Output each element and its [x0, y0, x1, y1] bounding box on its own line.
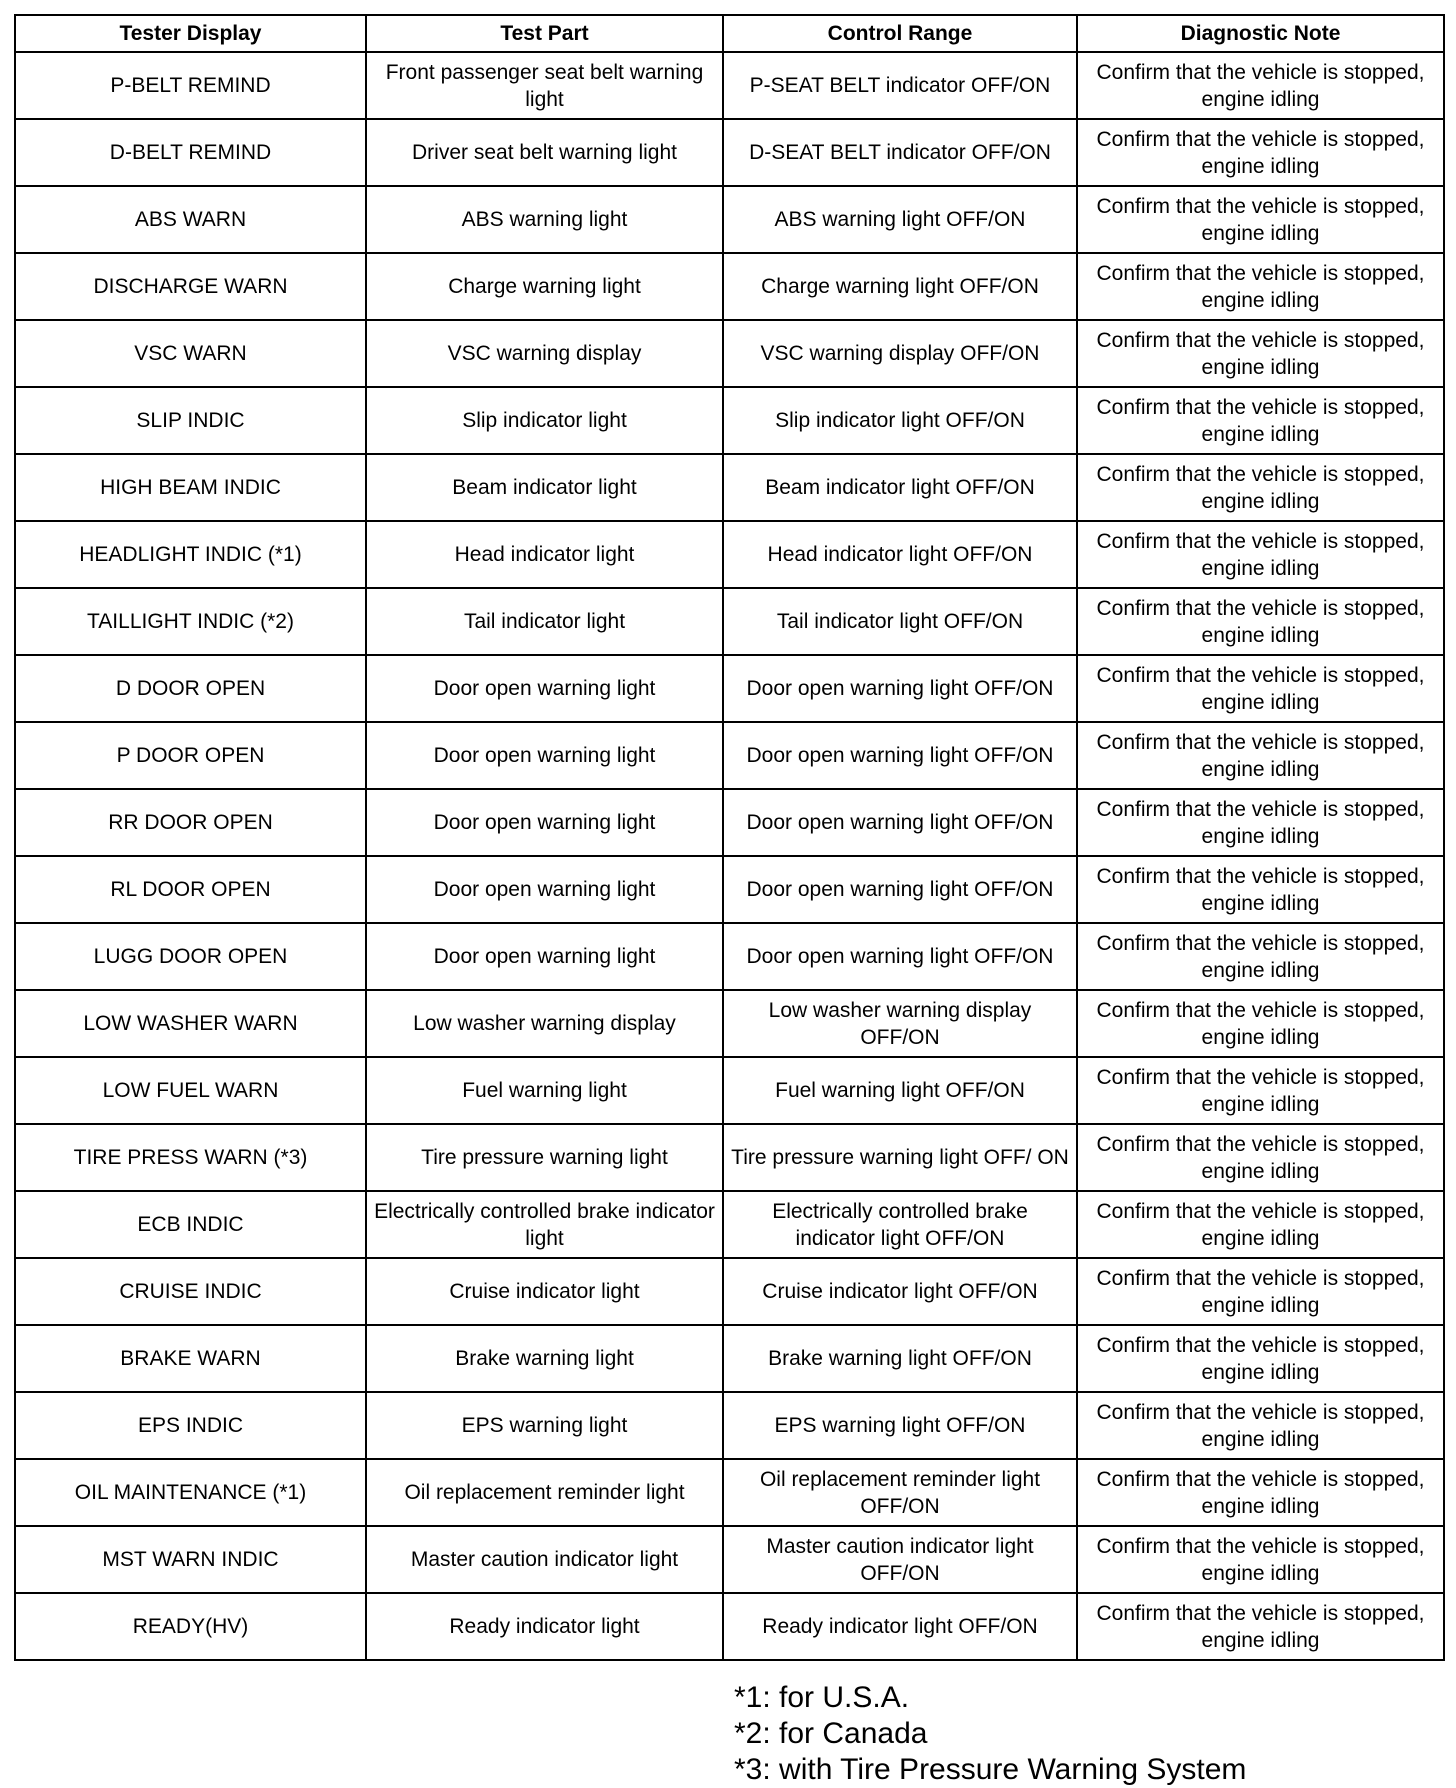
- table-row: [15, 789, 1444, 856]
- cell-control-range: Master caution indicator light OFF/ON: [723, 1526, 1077, 1593]
- cell-control-range: Tail indicator light OFF/ON: [723, 588, 1077, 655]
- cell-test-part: Door open warning light: [366, 856, 723, 923]
- table-row: [15, 923, 1444, 990]
- cell-control-range: ABS warning light OFF/ON: [723, 186, 1077, 253]
- table-row: [15, 1258, 1444, 1325]
- cell-diagnostic-note: Confirm that the vehicle is stopped, engine idling: [1077, 521, 1444, 588]
- table-row: [15, 1459, 1444, 1526]
- table-row: [15, 1325, 1444, 1392]
- footnote-2: *2: for Canada: [734, 1717, 928, 1750]
- cell-tester-display: D-BELT REMIND: [15, 119, 366, 186]
- cell-tester-display: LUGG DOOR OPEN: [15, 923, 366, 990]
- cell-test-part: EPS warning light: [366, 1392, 723, 1459]
- header-tester-display: Tester Display: [15, 15, 366, 52]
- cell-diagnostic-note: Confirm that the vehicle is stopped, engine idling: [1077, 186, 1444, 253]
- header-diagnostic-note: Diagnostic Note: [1077, 15, 1444, 52]
- table-row: [15, 186, 1444, 253]
- cell-tester-display: EPS INDIC: [15, 1392, 366, 1459]
- cell-tester-display: TAILLIGHT INDIC (*2): [15, 588, 366, 655]
- cell-tester-display: SLIP INDIC: [15, 387, 366, 454]
- cell-control-range: Door open warning light OFF/ON: [723, 923, 1077, 990]
- cell-tester-display: BRAKE WARN: [15, 1325, 366, 1392]
- cell-test-part: VSC warning display: [366, 320, 723, 387]
- cell-control-range: Door open warning light OFF/ON: [723, 655, 1077, 722]
- cell-control-range: P-SEAT BELT indicator OFF/ON: [723, 52, 1077, 119]
- cell-tester-display: HEADLIGHT INDIC (*1): [15, 521, 366, 588]
- table-row: [15, 655, 1444, 722]
- cell-diagnostic-note: Confirm that the vehicle is stopped, engine idling: [1077, 1392, 1444, 1459]
- table-row: [15, 588, 1444, 655]
- cell-diagnostic-note: Confirm that the vehicle is stopped, engine idling: [1077, 1191, 1444, 1258]
- cell-tester-display: P DOOR OPEN: [15, 722, 366, 789]
- cell-diagnostic-note: Confirm that the vehicle is stopped, engine idling: [1077, 1593, 1444, 1660]
- cell-tester-display: RL DOOR OPEN: [15, 856, 366, 923]
- cell-control-range: Door open warning light OFF/ON: [723, 789, 1077, 856]
- cell-test-part: Door open warning light: [366, 655, 723, 722]
- cell-control-range: Oil replacement reminder light OFF/ON: [723, 1459, 1077, 1526]
- cell-tester-display: VSC WARN: [15, 320, 366, 387]
- cell-control-range: VSC warning display OFF/ON: [723, 320, 1077, 387]
- cell-control-range: EPS warning light OFF/ON: [723, 1392, 1077, 1459]
- cell-diagnostic-note: Confirm that the vehicle is stopped, engine idling: [1077, 1526, 1444, 1593]
- table-row: [15, 722, 1444, 789]
- cell-control-range: Low washer warning display OFF/ON: [723, 990, 1077, 1057]
- cell-test-part: Brake warning light: [366, 1325, 723, 1392]
- table-row: [15, 387, 1444, 454]
- table-row: [15, 521, 1444, 588]
- cell-control-range: Slip indicator light OFF/ON: [723, 387, 1077, 454]
- cell-diagnostic-note: Confirm that the vehicle is stopped, engine idling: [1077, 1258, 1444, 1325]
- cell-test-part: Tail indicator light: [366, 588, 723, 655]
- cell-control-range: Tire pressure warning light OFF/ ON: [723, 1124, 1077, 1191]
- table-row: [15, 52, 1444, 119]
- cell-tester-display: CRUISE INDIC: [15, 1258, 366, 1325]
- cell-test-part: Ready indicator light: [366, 1593, 723, 1660]
- cell-control-range: Beam indicator light OFF/ON: [723, 454, 1077, 521]
- cell-test-part: Electrically controlled brake indicator light: [366, 1191, 723, 1258]
- cell-diagnostic-note: Confirm that the vehicle is stopped, engine idling: [1077, 923, 1444, 990]
- cell-test-part: Door open warning light: [366, 923, 723, 990]
- cell-diagnostic-note: Confirm that the vehicle is stopped, engine idling: [1077, 253, 1444, 320]
- cell-tester-display: HIGH BEAM INDIC: [15, 454, 366, 521]
- cell-control-range: Ready indicator light OFF/ON: [723, 1593, 1077, 1660]
- cell-tester-display: TIRE PRESS WARN (*3): [15, 1124, 366, 1191]
- table-row: [15, 253, 1444, 320]
- cell-test-part: Charge warning light: [366, 253, 723, 320]
- table-row: [15, 1124, 1444, 1191]
- cell-diagnostic-note: Confirm that the vehicle is stopped, engine idling: [1077, 588, 1444, 655]
- header-test-part: Test Part: [366, 15, 723, 52]
- cell-tester-display: P-BELT REMIND: [15, 52, 366, 119]
- cell-tester-display: ABS WARN: [15, 186, 366, 253]
- cell-diagnostic-note: Confirm that the vehicle is stopped, engine idling: [1077, 454, 1444, 521]
- table-row: [15, 856, 1444, 923]
- cell-tester-display: MST WARN INDIC: [15, 1526, 366, 1593]
- table-row: [15, 1057, 1444, 1124]
- cell-test-part: Slip indicator light: [366, 387, 723, 454]
- cell-test-part: Low washer warning display: [366, 990, 723, 1057]
- cell-tester-display: LOW WASHER WARN: [15, 990, 366, 1057]
- cell-diagnostic-note: Confirm that the vehicle is stopped, engine idling: [1077, 1057, 1444, 1124]
- table-header-row: [15, 15, 1444, 52]
- cell-tester-display: LOW FUEL WARN: [15, 1057, 366, 1124]
- cell-control-range: Brake warning light OFF/ON: [723, 1325, 1077, 1392]
- cell-test-part: Fuel warning light: [366, 1057, 723, 1124]
- cell-test-part: Driver seat belt warning light: [366, 119, 723, 186]
- table-row: [15, 320, 1444, 387]
- table-row: [15, 1392, 1444, 1459]
- cell-test-part: Master caution indicator light: [366, 1526, 723, 1593]
- table-row: [15, 1526, 1444, 1593]
- cell-diagnostic-note: Confirm that the vehicle is stopped, engine idling: [1077, 387, 1444, 454]
- cell-diagnostic-note: Confirm that the vehicle is stopped, engine idling: [1077, 856, 1444, 923]
- cell-test-part: Head indicator light: [366, 521, 723, 588]
- cell-test-part: Door open warning light: [366, 722, 723, 789]
- header-control-range: Control Range: [723, 15, 1077, 52]
- cell-tester-display: DISCHARGE WARN: [15, 253, 366, 320]
- footnotes: [734, 1680, 1246, 1788]
- cell-control-range: Head indicator light OFF/ON: [723, 521, 1077, 588]
- cell-control-range: Cruise indicator light OFF/ON: [723, 1258, 1077, 1325]
- cell-diagnostic-note: Confirm that the vehicle is stopped, engine idling: [1077, 990, 1444, 1057]
- cell-control-range: D-SEAT BELT indicator OFF/ON: [723, 119, 1077, 186]
- footnote-3: *3: with Tire Pressure Warning System: [734, 1753, 1247, 1786]
- diagnostic-table: [14, 14, 1445, 1661]
- cell-diagnostic-note: Confirm that the vehicle is stopped, engine idling: [1077, 119, 1444, 186]
- cell-diagnostic-note: Confirm that the vehicle is stopped, engine idling: [1077, 722, 1444, 789]
- cell-diagnostic-note: Confirm that the vehicle is stopped, engine idling: [1077, 1459, 1444, 1526]
- cell-tester-display: READY(HV): [15, 1593, 366, 1660]
- cell-control-range: Door open warning light OFF/ON: [723, 856, 1077, 923]
- footnote-1: *1: for U.S.A.: [734, 1681, 910, 1714]
- cell-test-part: Front passenger seat belt warning light: [366, 52, 723, 119]
- cell-tester-display: ECB INDIC: [15, 1191, 366, 1258]
- cell-test-part: Beam indicator light: [366, 454, 723, 521]
- table-row: [15, 119, 1444, 186]
- cell-test-part: Cruise indicator light: [366, 1258, 723, 1325]
- cell-test-part: ABS warning light: [366, 186, 723, 253]
- cell-test-part: Oil replacement reminder light: [366, 1459, 723, 1526]
- cell-control-range: Electrically controlled brake indicator light OFF/ON: [723, 1191, 1077, 1258]
- cell-diagnostic-note: Confirm that the vehicle is stopped, engine idling: [1077, 1325, 1444, 1392]
- table-row: [15, 1191, 1444, 1258]
- table-row: [15, 1593, 1444, 1660]
- cell-tester-display: OIL MAINTENANCE (*1): [15, 1459, 366, 1526]
- cell-diagnostic-note: Confirm that the vehicle is stopped, engine idling: [1077, 789, 1444, 856]
- table-body: [15, 52, 1444, 1660]
- table-row: [15, 454, 1444, 521]
- cell-diagnostic-note: Confirm that the vehicle is stopped, engine idling: [1077, 655, 1444, 722]
- cell-diagnostic-note: Confirm that the vehicle is stopped, engine idling: [1077, 320, 1444, 387]
- cell-tester-display: D DOOR OPEN: [15, 655, 366, 722]
- cell-tester-display: RR DOOR OPEN: [15, 789, 366, 856]
- cell-test-part: Tire pressure warning light: [366, 1124, 723, 1191]
- cell-diagnostic-note: Confirm that the vehicle is stopped, engine idling: [1077, 52, 1444, 119]
- cell-control-range: Door open warning light OFF/ON: [723, 722, 1077, 789]
- cell-control-range: Fuel warning light OFF/ON: [723, 1057, 1077, 1124]
- table-row: [15, 990, 1444, 1057]
- cell-test-part: Door open warning light: [366, 789, 723, 856]
- cell-control-range: Charge warning light OFF/ON: [723, 253, 1077, 320]
- cell-diagnostic-note: Confirm that the vehicle is stopped, engine idling: [1077, 1124, 1444, 1191]
